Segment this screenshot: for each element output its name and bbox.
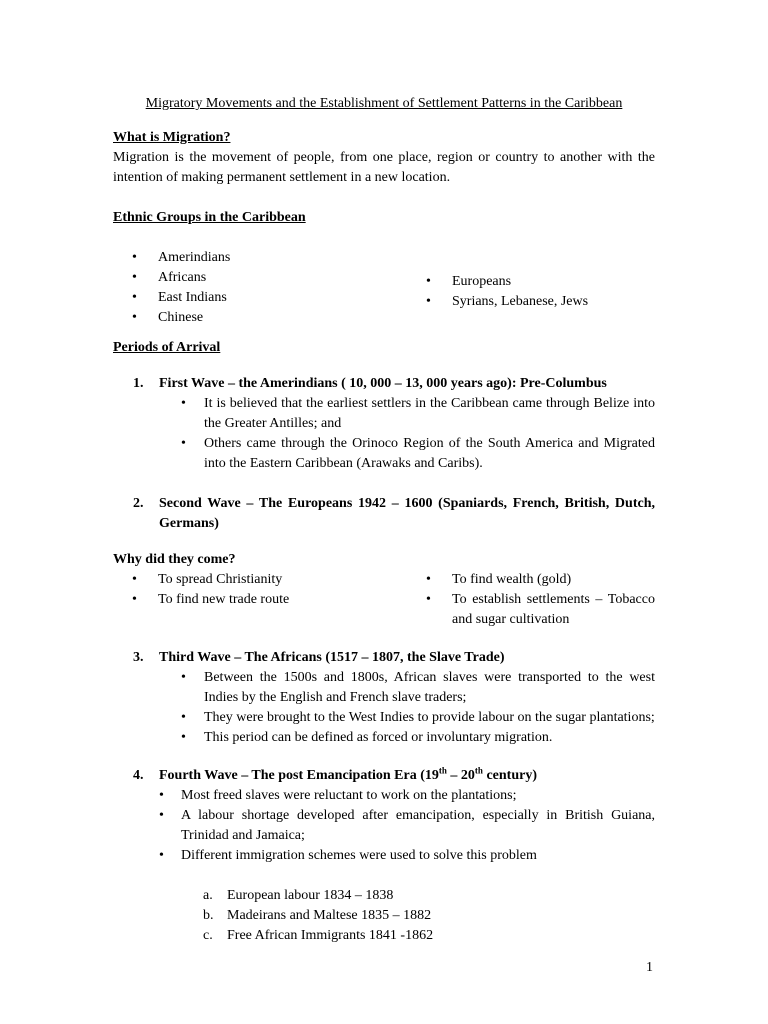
ethnic-groups-left (113, 248, 407, 328)
why-left (113, 570, 407, 630)
why-list (113, 570, 655, 630)
list-item: • Chinese (113, 308, 407, 328)
wave-4-number: 4. (133, 768, 144, 783)
list-item: • It is believed that the earliest settlers in the Caribbean came through Belize into the Greater Antilles; and (159, 394, 655, 434)
list-item: • To spread Christianity (113, 570, 407, 590)
list-item-text: Madeirans and Maltese 1835 – 1882 (227, 908, 432, 923)
wave-2-heading (113, 494, 655, 534)
list-item-text: Free African Immigrants 1841 -1862 (227, 928, 434, 943)
page-number: 1 (646, 960, 653, 975)
list-item: • Most freed slaves were reluctant to work on the plantations; (159, 786, 655, 806)
wave-4-title-part: century) (482, 768, 537, 783)
wave-4-heading (113, 766, 655, 786)
wave-1-number: 1. (133, 376, 144, 391)
wave-3-heading (113, 648, 655, 668)
wave-1-title: First Wave – the Amerindians ( 10, 000 – 13, 000 years ago): Pre-Columbus (159, 376, 607, 391)
list-item (203, 926, 655, 946)
list-item: • To establish settlements – Tobacco and sugar cultivation (407, 590, 655, 630)
migration-heading: What is Migration? (113, 130, 231, 145)
ethnic-groups-right (407, 248, 655, 328)
why-heading: Why did they come? (113, 552, 236, 567)
list-item (203, 886, 655, 906)
list-marker: b. (203, 908, 214, 923)
immigration-schemes (113, 886, 655, 946)
list-item: • This period can be defined as forced or involuntary migration. (159, 728, 655, 748)
document-page (113, 94, 655, 946)
list-item: • To find new trade route (113, 590, 407, 610)
wave-1-points (113, 394, 655, 474)
wave-4-title-part: – 20 (446, 768, 475, 783)
list-item: • A labour shortage developed after emancipation, especially in British Guiana, Trinidad and Jamaica; (159, 806, 655, 846)
wave-4-points (113, 786, 655, 866)
migration-definition: Migration is the movement of people, from one place, region or country to another with the intention of making permanent settlement in a new location. (113, 150, 655, 185)
list-item: • Different immigration schemes were used to solve this problem (159, 846, 655, 866)
ethnic-groups-list (113, 248, 655, 328)
list-item-text: European labour 1834 – 1838 (227, 888, 394, 903)
why-right (407, 570, 655, 630)
list-item: • Others came through the Orinoco Region of the South America and Migrated into the Eastern Caribbean (Arawaks and Caribs). (159, 434, 655, 474)
list-item: • Africans (113, 268, 407, 288)
wave-4-title-part: Fourth Wave – The post Emancipation Era (19 (159, 768, 439, 783)
list-item: • East Indians (113, 288, 407, 308)
list-item: • Syrians, Lebanese, Jews (407, 292, 655, 312)
list-item: • To find wealth (gold) (407, 570, 655, 590)
list-marker: c. (203, 928, 213, 943)
wave-4-title (159, 766, 655, 786)
periods-heading: Periods of Arrival (113, 340, 221, 355)
wave-3-points (113, 668, 655, 748)
ethnic-groups-heading: Ethnic Groups in the Caribbean (113, 210, 306, 225)
wave-4-superscript: th (438, 765, 447, 776)
wave-1-heading (113, 374, 655, 394)
document-title: Migratory Movements and the Establishment of Settlement Patterns in the Caribbean (145, 96, 623, 111)
wave-3-number: 3. (133, 650, 144, 665)
list-item: • Europeans (407, 272, 655, 292)
wave-2-title: Second Wave – The Europeans 1942 – 1600 (Spaniards, French, British, Dutch, Germans) (159, 496, 655, 531)
list-item: • They were brought to the West Indies to provide labour on the sugar plantations; (159, 708, 655, 728)
list-item: • Between the 1500s and 1800s, African slaves were transported to the west Indies by the English and French slave traders; (159, 668, 655, 708)
wave-2-number: 2. (133, 496, 144, 511)
list-item (203, 906, 655, 926)
wave-3-title: Third Wave – The Africans (1517 – 1807, the Slave Trade) (159, 650, 505, 665)
list-item: • Amerindians (113, 248, 407, 268)
wave-4-superscript: th (474, 765, 483, 776)
list-marker: a. (203, 888, 213, 903)
